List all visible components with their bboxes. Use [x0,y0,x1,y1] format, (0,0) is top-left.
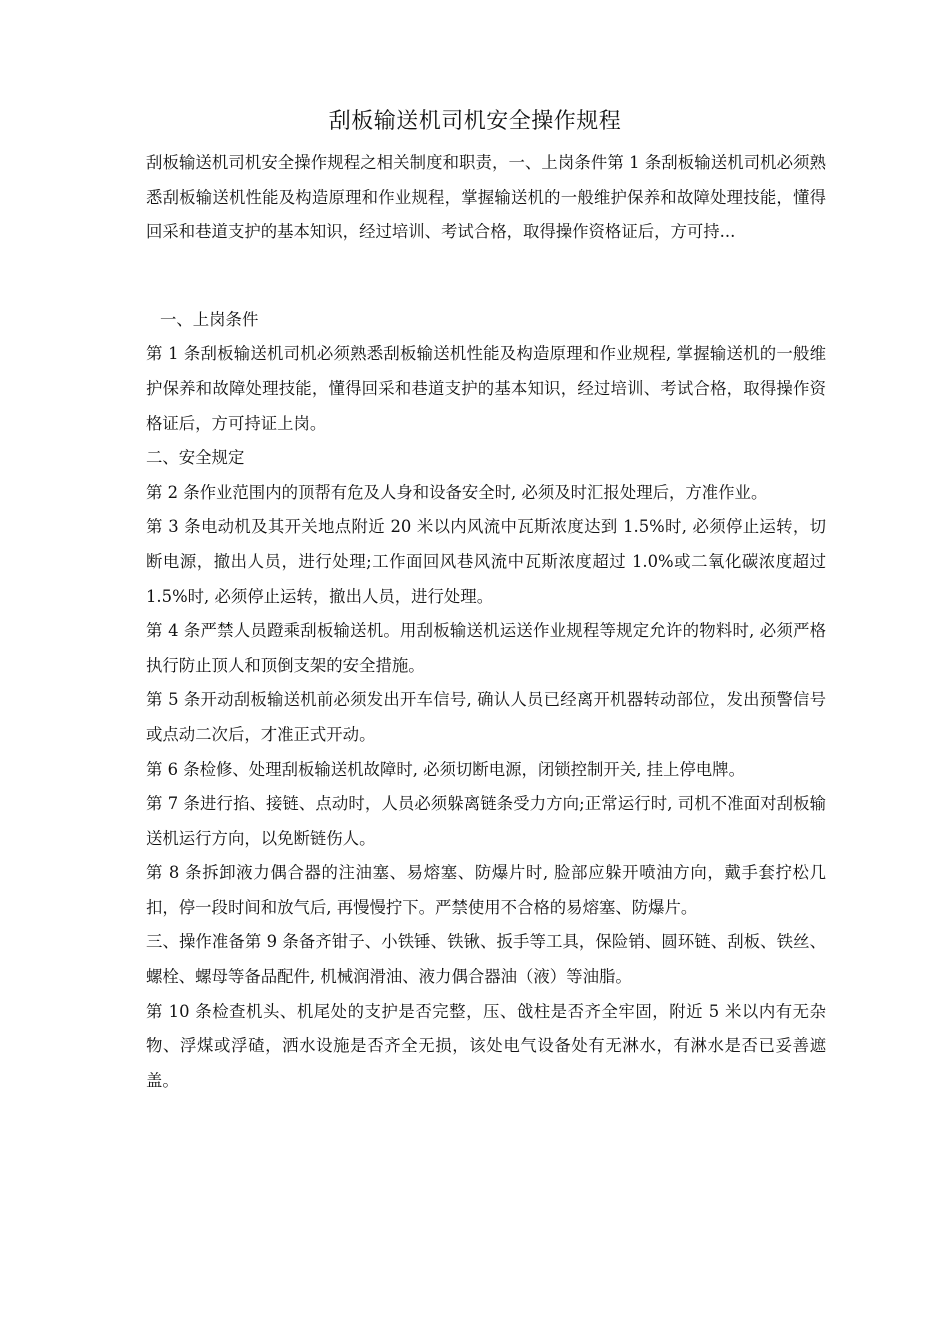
section-heading-qualification: 一、上岗条件 [160,309,259,329]
article-5: 第 5 条开动刮板输送机前必须发出开车信号, 确认人员已经离开机器转动部位，发出预警信号或点动二次后，才准正式开动。 [146,690,826,744]
document-title: 刮板输送机司机安全操作规程 [328,109,622,134]
article-3: 第 3 条电动机及其开关地点附近 20 米以内风流中瓦斯浓度达到 1.5%时, 必须停止运转，切断电源，撤出人员，进行处理;工作面回风巷风流中瓦斯浓度超过 1.0%或二氧化碳浓度超过 1.5%时, 必须停止运转，撤出人员，进行处理。 [146,517,826,606]
intro-paragraph: 刮板输送机司机安全操作规程之相关制度和职责，一、上岗条件第 1 条刮板输送机司机必须熟悉刮板输送机性能及构造原理和作业规程，掌握输送机的一般维护保养和故障处理技能，懂得回采和巷道支护的基本知识，经过培训、考试合格，取得操作资格证后，方可持... [146,153,826,242]
article-10: 第 10 条检查机头、机尾处的支护是否完整，压、戗柱是否齐全牢固，附近 5 米以内有无杂物、浮煤或浮碴，洒水设施是否齐全无损，该处电气设备处有无淋水，有淋水是否已妥善遮盖。 [146,1001,826,1090]
paragraph-gap [146,250,826,303]
article-4: 第 4 条严禁人员蹬乘刮板输送机。用刮板输送机运送作业规程等规定允许的物料时, 必须严格执行防止顶人和顶倒支架的安全措施。 [146,621,826,675]
article-7: 第 7 条进行掐、接链、点动时，人员必须躲离链条受力方向;正常运行时, 司机不准面对刮板输送机运行方向，以免断链伤人。 [146,794,826,848]
article-6: 第 6 条检修、处理刮板输送机故障时, 必须切断电源，闭锁控制开关, 挂上停电牌。 [146,759,745,779]
article-1: 第 1 条刮板输送机司机必须熟悉刮板输送机性能及构造原理和作业规程, 掌握输送机的一般维护保养和故障处理技能，懂得回采和巷道支护的基本知识，经过培训、考试合格，取得操作资格证后，方可持证上岗。 [146,344,826,433]
section-heading-safety: 二、安全规定 [146,448,245,468]
document-body [146,146,826,1098]
article-2: 第 2 条作业范围内的顶帮有危及人身和设备安全时, 必须及时汇报处理后，方准作业。 [146,482,768,502]
article-8: 第 8 条拆卸液力偶合器的注油塞、易熔塞、防爆片时, 脸部应躲开喷油方向，戴手套拧松几扣，停一段时间和放气后, 再慢慢拧下。严禁使用不合格的易熔塞、防爆片。 [146,863,826,917]
article-9: 三、操作准备第 9 条备齐钳子、小铁锤、铁锹、扳手等工具，保险销、圆环链、刮板、铁丝、螺栓、螺母等备品配件, 机械润滑油、液力偶合器油（液）等油脂。 [146,932,826,987]
